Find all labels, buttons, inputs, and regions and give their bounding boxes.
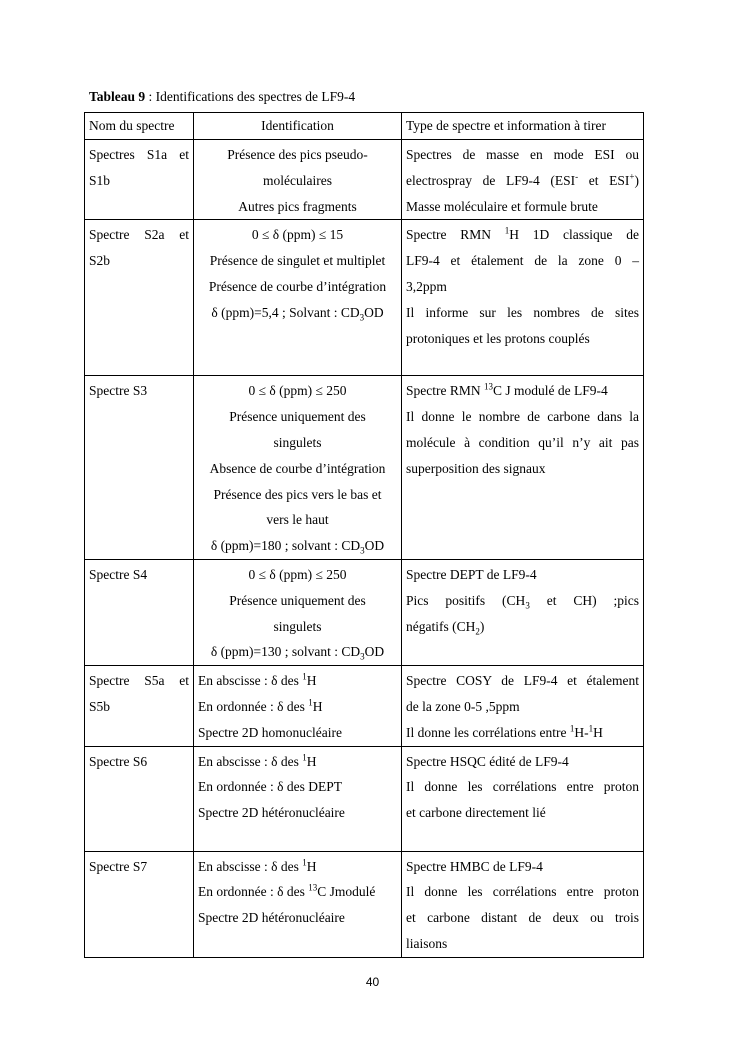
- table-caption: [89, 89, 355, 105]
- identification-line: moléculaires: [263, 172, 332, 188]
- identification-line: singulets: [273, 618, 322, 634]
- spectrum-name-line: Spectre S5a et: [89, 673, 189, 689]
- spectrum-type-cell: [402, 851, 644, 957]
- spectrum-name-cell: [85, 140, 194, 220]
- spectrum-name-line: S5b: [89, 698, 111, 714]
- identification-line: Présence des pics vers le bas et: [213, 486, 382, 502]
- identification-cell: [194, 140, 402, 220]
- spectrum-name-cell: [85, 746, 194, 851]
- identification-line: Spectre 2D hétéronucléaire: [198, 910, 345, 926]
- spectrum-type-line: Spectre DEPT de LF9-4: [406, 566, 537, 582]
- spectrum-name-cell: [85, 220, 194, 376]
- spectrum-name-line: S2b: [89, 253, 111, 269]
- spectrum-type-cell: [402, 220, 644, 376]
- identification-cell: [194, 746, 402, 851]
- spectrum-type-line: Masse moléculaire et formule brute: [406, 198, 598, 214]
- spectrum-type-line: et carbone directement lié: [406, 805, 546, 821]
- spectrum-name-line: Spectre S3: [89, 383, 148, 399]
- table-row: [85, 140, 644, 220]
- identification-line: En abscisse : δ des $^1$H: [198, 857, 317, 874]
- spectrum-name-line: Spectre S6: [89, 753, 148, 769]
- spectrum-name-cell: [85, 666, 194, 746]
- spectrum-name-line: Spectre S2a et: [89, 227, 189, 243]
- spectrum-type-line: Spectre RMN $^1$H 1D classique de: [406, 225, 639, 243]
- spectrum-name-line: Spectre S4: [89, 566, 148, 582]
- spectrum-type-line: Spectre HSQC édité de LF9-4: [406, 753, 569, 769]
- spectrum-type-line: de la zone 0-5 ,5ppm: [406, 698, 520, 714]
- spectrum-type-line: liaisons: [406, 935, 448, 951]
- identification-line: Présence de courbe d’intégration: [208, 278, 387, 294]
- identification-line: En ordonnée : δ des $^1$H: [198, 697, 323, 714]
- identification-line: Spectre 2D homonucléaire: [198, 724, 342, 740]
- spectrum-type-line: et carbone distant de deux ou trois: [406, 910, 639, 926]
- header-identification: Identification: [194, 113, 402, 140]
- table-row: [85, 851, 644, 957]
- spectrum-type-cell: [402, 376, 644, 560]
- header-type: Type de spectre et information à tirer: [402, 113, 644, 140]
- spectrum-type-cell: [402, 746, 644, 851]
- identification-line: En ordonnée : δ des DEPT: [198, 779, 342, 795]
- identification-line: singulets: [273, 434, 322, 450]
- table-row: [85, 666, 644, 746]
- spectrum-name-cell: [85, 851, 194, 957]
- identification-cell: [194, 559, 402, 665]
- identification-line: 0 ≤ δ (ppm) ≤ 250: [248, 383, 347, 399]
- identification-cell: [194, 220, 402, 376]
- spectrum-type-cell: [402, 140, 644, 220]
- spectrum-type-line: LF9-4 et étalement de la zone 0 –: [406, 253, 639, 269]
- spectrum-type-line: Il donne le nombre de carbone dans la: [406, 409, 639, 425]
- spectrum-type-line: Il donne les corrélations entre proton: [406, 779, 639, 795]
- spectrum-type-line: Spectre RMN $^{13}$C J modulé de LF9-4: [406, 381, 608, 399]
- table-header-row: [85, 113, 644, 140]
- spectrum-type-cell: [402, 559, 644, 665]
- identification-line: δ (ppm)=180 ; solvant : $CD_3OD$: [210, 538, 385, 556]
- spectrum-type-line: Spectres de masse en mode ESI ou: [406, 147, 639, 162]
- spectrum-type-cell: [402, 666, 644, 746]
- spectra-table: [84, 112, 644, 958]
- table-caption-text: : Identifications des spectres de LF9-4: [145, 89, 356, 104]
- identification-line: En abscisse : δ des $^1$H: [198, 752, 317, 769]
- spectrum-type-line: Pics positifs ($CH_3$ et CH) ;pics: [406, 592, 639, 611]
- page-number: 40: [365, 975, 380, 989]
- identification-line: δ (ppm)=130 ; solvant : $CD_3OD$: [210, 644, 385, 663]
- spectrum-name-line: S1b: [89, 172, 111, 188]
- spectrum-name-line: Spectres S1a et: [89, 147, 189, 162]
- identification-line: Présence de singulet et multiplet: [209, 253, 386, 269]
- spectrum-type-line: 3,2ppm: [406, 278, 447, 294]
- spectrum-type-line: Spectre HMBC de LF9-4: [406, 858, 543, 874]
- identification-line: δ (ppm)=5,4 ; Solvant : $CD_3OD$: [211, 304, 384, 323]
- identification-cell: [194, 851, 402, 957]
- identification-line: Absence de courbe d’intégration: [209, 460, 386, 476]
- spectrum-type-line: Il informe sur les nombres de sites: [406, 304, 639, 320]
- spectrum-name-line: Spectre S7: [89, 858, 148, 874]
- spectrum-type-line: négatifs $(CH_2)$: [406, 618, 485, 637]
- identification-line: 0 ≤ δ (ppm) ≤ 15: [251, 227, 344, 243]
- table-row: [85, 376, 644, 560]
- identification-line: En ordonnée : δ des $^{13}$C Jmodulé: [198, 882, 376, 900]
- identification-line: Autres pics fragments: [238, 198, 357, 214]
- spectrum-type-line: superposition des signaux: [406, 460, 546, 476]
- spectrum-type-line: electrospray de LF9-4 (ESI- et ESI+): [406, 171, 639, 188]
- identification-line: Présence uniquement des: [229, 409, 366, 425]
- identification-line: Présence uniquement des: [229, 592, 366, 608]
- identification-line: En abscisse : δ des $^1$H: [198, 671, 317, 689]
- table-caption-label: Tableau 9: [89, 89, 146, 104]
- table-row: [85, 559, 644, 665]
- header-name: Nom du spectre: [85, 113, 194, 140]
- identification-line: 0 ≤ δ (ppm) ≤ 250: [248, 566, 347, 582]
- spectrum-type-line: Spectre COSY de LF9-4 et étalement: [406, 673, 639, 689]
- spectrum-type-line: Il donne les corrélations entre proton: [406, 884, 639, 900]
- identification-line: Présence des pics pseudo-: [227, 147, 368, 162]
- identification-line: Spectre 2D hétéronucléaire: [198, 805, 345, 821]
- spectrum-name-cell: [85, 559, 194, 665]
- identification-line: vers le haut: [266, 512, 329, 528]
- spectrum-type-line: protoniques et les protons couplés: [406, 330, 590, 346]
- table-row: [85, 220, 644, 376]
- spectrum-name-cell: [85, 376, 194, 560]
- identification-cell: [194, 376, 402, 560]
- spectrum-type-line: Il donne les corrélations entre $^1$H-$^1$H: [406, 723, 603, 740]
- spectrum-type-line: molécule à condition qu’il n’y ait pas: [406, 434, 639, 450]
- table-row: [85, 746, 644, 851]
- identification-cell: [194, 666, 402, 746]
